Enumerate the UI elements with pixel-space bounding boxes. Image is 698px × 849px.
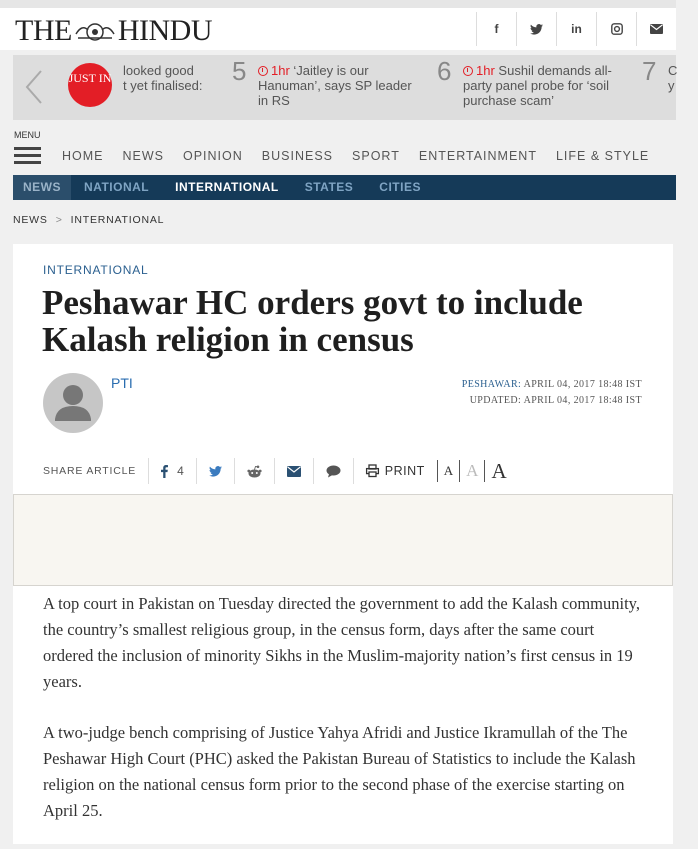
share-reddit-button[interactable] <box>234 458 274 484</box>
user-silhouette-icon <box>43 373 103 433</box>
ticker-item-text: in RS <box>258 93 290 108</box>
section-cities[interactable]: CITIES <box>379 180 421 194</box>
clock-icon <box>463 66 473 76</box>
article-body <box>43 591 648 849</box>
updated-label: UPDATED: <box>469 395 522 406</box>
nav-business[interactable]: BUSINESS <box>261 149 334 163</box>
logo-text-the: THE <box>15 14 72 47</box>
twitter-icon <box>209 466 222 477</box>
section-international[interactable]: INTERNATIONAL <box>175 180 279 194</box>
section-national[interactable]: NATIONAL <box>84 180 150 194</box>
share-facebook-button[interactable] <box>148 458 196 484</box>
font-size-medium[interactable]: A <box>459 460 484 482</box>
just-in-badge: JUST IN <box>68 63 112 107</box>
ticker-item-text: t yet finalised: <box>123 78 203 93</box>
facebook-share-count: 4 <box>177 464 184 478</box>
breadcrumb-separator: > <box>55 214 63 226</box>
article-paragraph: A two-judge bench comprising of Justice Yahya Afridi and Justice Ikramullah of the The Peshawar High Court (PHC) asked the Pakistan Bureau of Statistics to include the Kalash religion on the national census form prior to the second phase of the exercise starting on April 25. <box>43 723 636 820</box>
ticker-item-time: 1hr <box>476 63 495 78</box>
font-size-small[interactable]: A <box>437 460 459 482</box>
author-name[interactable]: PTI <box>111 375 133 391</box>
ticker-item-number: 7 <box>642 56 657 86</box>
share-twitter-button[interactable] <box>196 458 234 484</box>
ticker-item-text: purchase scam’ <box>463 93 555 108</box>
share-bar <box>43 455 513 487</box>
facebook-icon <box>161 465 168 478</box>
print-button[interactable] <box>353 458 437 484</box>
ticker-item-text: Sushil demands all- <box>498 63 612 78</box>
emblem-icon <box>74 20 116 42</box>
breadcrumb <box>13 214 164 226</box>
avatar <box>43 373 103 433</box>
mail-icon <box>287 466 301 477</box>
primary-nav <box>62 149 668 163</box>
article-kicker[interactable]: INTERNATIONAL <box>43 263 149 277</box>
ticker-item[interactable] <box>123 63 223 93</box>
nav-life-style[interactable]: LIFE & STYLE <box>555 149 650 163</box>
comment-icon <box>326 465 341 478</box>
updated-date: APRIL 04, 2017 18:48 IST <box>523 395 642 406</box>
article-card <box>13 244 673 844</box>
article-paragraph: A top court in Pakistan on Tuesday directed the government to add the Kalash community, the country’s smallest religious group, in the census form, days after the same court ordered the inclusion of minority Sikhs in the Muslim-majority nation’s first census in 19 years. <box>43 594 640 691</box>
masthead <box>0 8 676 50</box>
headline-line: Kalash religion in census <box>42 320 414 359</box>
instagram-icon[interactable] <box>596 12 636 46</box>
menu-label: MENU <box>14 130 41 140</box>
social-links <box>476 12 676 46</box>
ticker-item-text: ‘Jaitley is our <box>293 63 369 78</box>
twitter-icon[interactable] <box>516 12 556 46</box>
ticker-item[interactable] <box>642 56 698 93</box>
ticker-item-text: looked good <box>123 63 194 78</box>
breadcrumb-news[interactable]: NEWS <box>13 214 48 226</box>
ticker-item-time: 1hr <box>271 63 290 78</box>
section-nav <box>13 175 676 200</box>
ticker-item-text: Hanuman’, says SP leader <box>258 78 412 93</box>
ticker-item-text: C <box>668 63 678 78</box>
ticker-item-number: 5 <box>232 56 247 86</box>
facebook-icon[interactable]: f <box>476 12 516 46</box>
headline-line: Peshawar HC orders govt to include <box>42 283 583 322</box>
print-label: PRINT <box>384 464 425 478</box>
print-icon <box>366 465 379 477</box>
nav-home[interactable]: HOME <box>62 149 104 163</box>
nav-news[interactable]: NEWS <box>122 149 164 163</box>
dateline-place: PESHAWAR: <box>461 379 522 390</box>
article-headline <box>42 284 622 358</box>
comments-button[interactable] <box>313 458 353 484</box>
ticker-item[interactable] <box>437 56 623 108</box>
chevron-left-icon[interactable] <box>19 67 53 107</box>
ad-placeholder <box>13 494 673 586</box>
logo-text-hindu: HINDU <box>117 14 212 47</box>
section-states[interactable]: STATES <box>304 180 354 194</box>
site-logo[interactable] <box>15 14 212 48</box>
mail-icon[interactable] <box>636 12 676 46</box>
dateline <box>462 377 642 409</box>
share-email-button[interactable] <box>274 458 313 484</box>
nav-opinion[interactable]: OPINION <box>183 149 243 163</box>
reddit-icon <box>247 465 262 478</box>
linkedin-icon[interactable]: in <box>556 12 596 46</box>
nav-entertainment[interactable]: ENTERTAINMENT <box>418 149 537 163</box>
section-news[interactable]: NEWS <box>13 175 71 200</box>
just-in-ticker <box>13 55 676 120</box>
share-label: SHARE ARTICLE <box>43 465 137 477</box>
nav-sport[interactable]: SPORT <box>352 149 400 163</box>
clock-icon <box>258 66 268 76</box>
hamburger-menu-icon[interactable] <box>14 147 41 165</box>
breadcrumb-international[interactable]: INTERNATIONAL <box>70 214 165 226</box>
dateline-date: APRIL 04, 2017 18:48 IST <box>523 379 642 390</box>
top-strip <box>0 0 676 8</box>
font-size-large[interactable]: A <box>484 460 512 482</box>
ticker-item-number: 6 <box>437 56 452 86</box>
ticker-item-text: y <box>668 78 675 93</box>
ticker-item-text: party panel probe for ‘soil <box>463 78 609 93</box>
ticker-item[interactable] <box>232 56 428 108</box>
